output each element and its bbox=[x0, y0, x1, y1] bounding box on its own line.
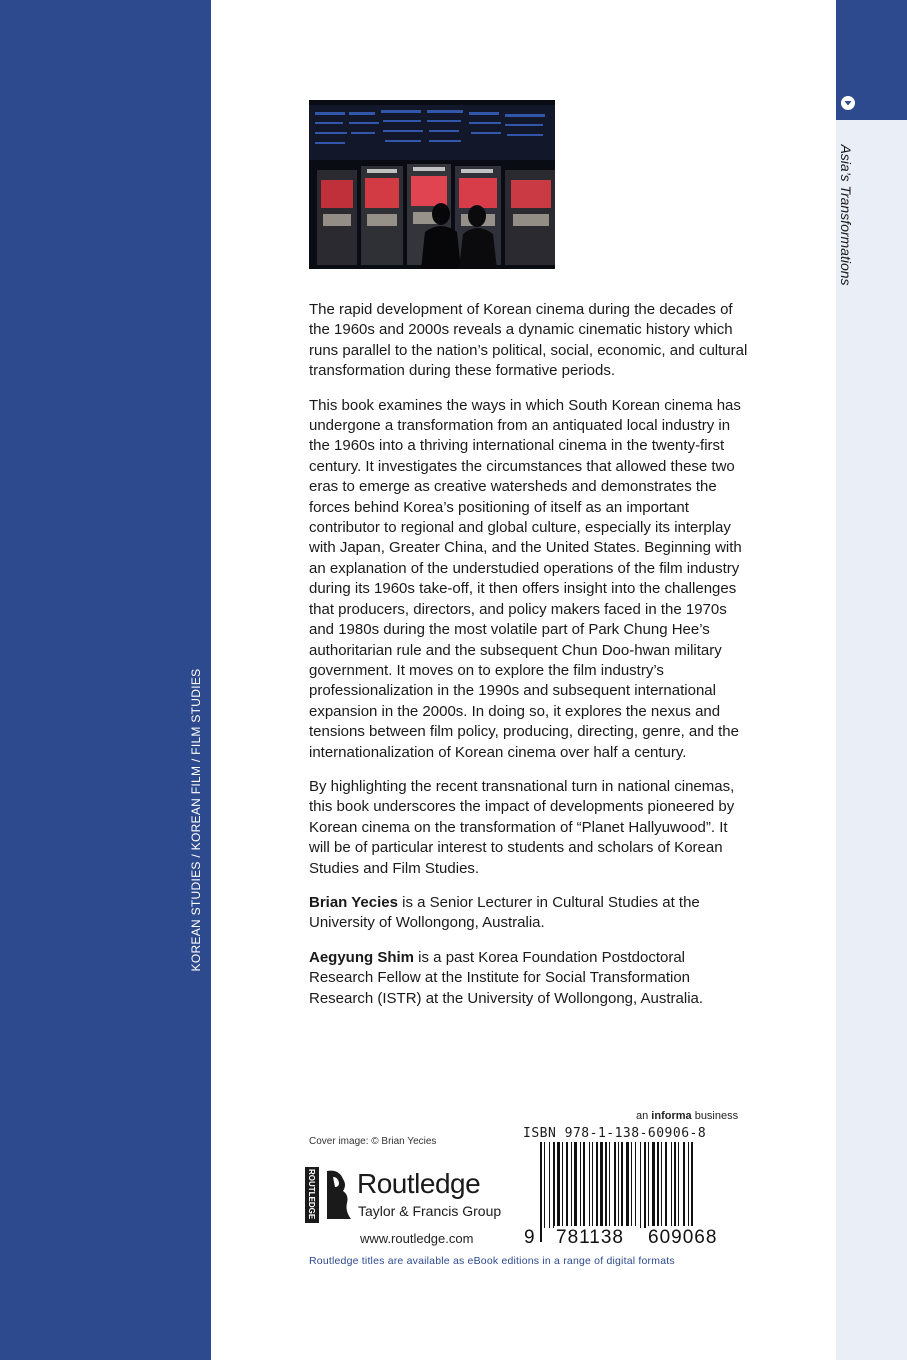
chevron-down-icon bbox=[841, 96, 855, 110]
left-color-band bbox=[0, 0, 211, 1360]
barcode-digit-first: 9 bbox=[524, 1227, 535, 1248]
author-bio-2: Aegyung Shim is a past Korea Foundation Postdoctoral Research Fellow at the Institute for Social Transformation Research (ISTR) at the University of Wollongong, Australia. bbox=[309, 948, 704, 1007]
barcode-digits-left: 781138 bbox=[556, 1227, 624, 1248]
logo-vertical-text: ROUTLEDGE bbox=[307, 1169, 316, 1220]
author-name-1: Brian Yecies bbox=[309, 893, 398, 911]
blurb-paragraph-3: By highlighting the recent transnational turn in national cinemas, this book underscores the impact of developments pioneered by Korean cinema on the transformation of “Planet Hallyuwood”. It will be of particular interest to students and scholars of Korean Studies and Film Studies. bbox=[309, 777, 735, 877]
barcode-digits-right: 609068 bbox=[648, 1227, 718, 1248]
publisher-group: Taylor & Francis Group bbox=[358, 1203, 502, 1219]
subject-category: KOREAN STUDIES / KOREAN FILM / FILM STUDIES bbox=[189, 668, 203, 972]
back-cover-blurb bbox=[309, 300, 749, 1023]
ebook-availability-note: Routledge titles are available as eBook editions in a range of digital formats bbox=[309, 1255, 675, 1267]
isbn-barcode bbox=[520, 1142, 742, 1255]
publisher-website: www.routledge.com bbox=[360, 1231, 474, 1246]
series-title: Asia’s Transformations bbox=[838, 144, 854, 286]
informa-tagline: an informa business bbox=[636, 1110, 739, 1122]
series-panel bbox=[836, 120, 907, 1360]
author-bio-1: Brian Yecies is a Senior Lecturer in Cultural Studies at the University of Wollongong, Australia. bbox=[309, 893, 700, 932]
author-name-2: Aegyung Shim bbox=[309, 948, 415, 966]
publisher-name: Routledge bbox=[357, 1168, 481, 1199]
cover-image-credit: Cover image: © Brian Yecies bbox=[309, 1136, 437, 1147]
blurb-paragraph-1: The rapid development of Korean cinema during the decades of the 1960s and 2000s reveals a dynamic cinematic history which runs parallel to the nation’s political, social, economic, and cultural transformation during these formative periods. bbox=[309, 301, 748, 380]
cover-photo bbox=[309, 100, 555, 269]
blurb-paragraph-2: This book examines the ways in which South Korean cinema has undergone a transformation from an antiquated local industry in the 1960s into a thriving international cinema in the twenty-first century. It investigates the circumstances that allowed these two eras to emerge as creative watersheds and demonstrates the forces behind Korea’s positioning of itself as an important contributor to regional and global culture, especially its interplay with Japan, Greater China, and the United States. Beginning with an explanation of the understudied operations of the film industry during its 1960s take-off, it then offers insight into the challenges that producers, directors, and policy makers faced in the 1970s and 1980s during the most volatile part of Park Chung Hee’s authoritarian rule and the subsequent Chun Doo-hwan military government. It moves on to explore the film industry’s professionalization in the 1990s and subsequent international expansion in the 2000s. In doing so, it explores the nexus and tensions between film policy, producing, directing, genre, and the internationalization of Korean cinema over half a century. bbox=[309, 396, 742, 761]
isbn-label: ISBN 978-1-138-60906-8 bbox=[523, 1126, 707, 1141]
